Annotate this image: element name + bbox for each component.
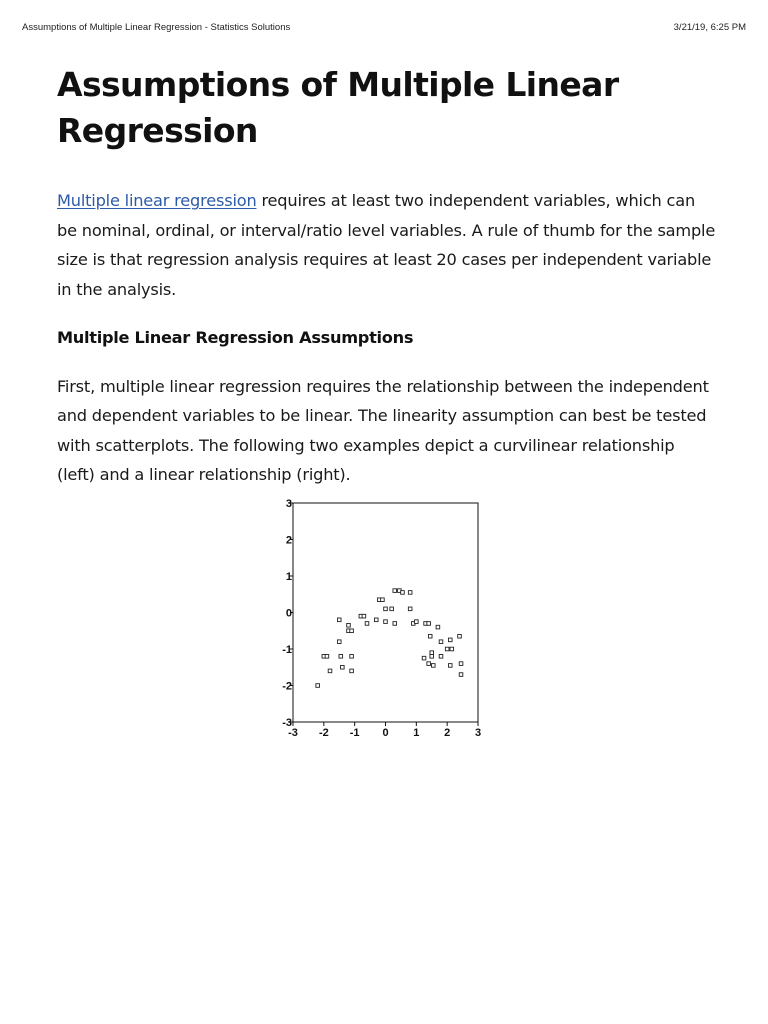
data-point	[459, 662, 463, 666]
x-tick-label: 1	[413, 727, 420, 739]
data-point	[350, 629, 354, 633]
x-tick-label: -1	[349, 727, 360, 739]
data-point	[448, 664, 452, 668]
data-point	[365, 622, 369, 626]
data-point	[374, 618, 378, 622]
data-point	[439, 640, 443, 644]
print-header	[22, 22, 746, 33]
page-title: Assumptions of Multiple Linear Regression	[57, 65, 619, 150]
data-point	[415, 620, 419, 624]
y-tick-label: 2	[285, 534, 292, 547]
data-point	[384, 620, 388, 624]
data-point	[450, 647, 454, 651]
section-heading: Multiple Linear Regression Assumptions	[57, 328, 414, 347]
data-point	[350, 655, 354, 659]
data-point	[439, 655, 443, 659]
intro-paragraph-text: requires at least two independent variables, which can be nominal, ordinal, or interval/ratio level variables. A rule of thumb for the sample size is that regression analysis requires at least 20 cases per independent variable in the analysis.	[57, 191, 716, 299]
data-point	[459, 673, 463, 677]
data-point	[350, 669, 354, 673]
data-point	[430, 651, 434, 655]
data-point	[328, 669, 332, 673]
data-point	[430, 655, 434, 659]
y-tick-label: -3	[282, 717, 292, 729]
data-point	[393, 589, 397, 593]
x-tick-label: 2	[444, 727, 451, 739]
data-point	[427, 622, 431, 626]
x-tick-label: 0	[382, 727, 389, 739]
linearity-paragraph: First, multiple linear regression requires the relationship between the independent and dependent variables to be linear. The linearity assumption can best be tested with scatterplots. The following two examples depict a curvilinear relationship (left) and a linear relationship (right).	[57, 376, 709, 484]
data-point	[408, 607, 412, 611]
article	[57, 62, 717, 490]
x-tick-label: -3	[288, 727, 298, 739]
data-point	[393, 622, 397, 626]
data-point	[458, 634, 462, 638]
data-point	[431, 664, 435, 668]
data-point	[427, 662, 431, 666]
multiple-linear-regression-link[interactable]: Multiple linear regression	[57, 191, 257, 210]
data-point	[316, 684, 320, 688]
data-point	[384, 607, 388, 611]
print-header-datetime: 3/21/19, 6:25 PM	[673, 22, 746, 33]
data-point	[445, 647, 449, 651]
y-tick-label: 1	[285, 571, 292, 583]
data-point	[448, 638, 452, 642]
scatterplot-svg	[278, 495, 498, 745]
data-point	[381, 598, 385, 602]
print-header-title: Assumptions of Multiple Linear Regression - Statistics Solutions	[22, 22, 291, 33]
scatterplot	[278, 495, 498, 745]
data-point	[362, 614, 366, 618]
data-point	[390, 607, 394, 611]
intro-paragraph	[57, 186, 717, 304]
y-tick-label: -2	[282, 680, 292, 693]
y-tick-label: 3	[285, 498, 292, 510]
x-tick-label: 3	[474, 727, 482, 739]
data-point	[401, 591, 405, 595]
data-point	[325, 655, 329, 659]
data-point	[347, 623, 351, 627]
y-tick-label: -1	[282, 644, 292, 656]
y-tick-label: 0	[285, 607, 292, 620]
data-point	[436, 625, 440, 629]
plot-frame	[293, 503, 478, 722]
data-point	[339, 655, 343, 659]
x-tick-label: -2	[318, 727, 329, 739]
data-point	[428, 634, 432, 638]
data-point	[341, 665, 345, 669]
data-point	[337, 618, 341, 622]
data-point	[337, 640, 341, 644]
data-point	[422, 656, 426, 660]
data-point	[408, 591, 412, 595]
